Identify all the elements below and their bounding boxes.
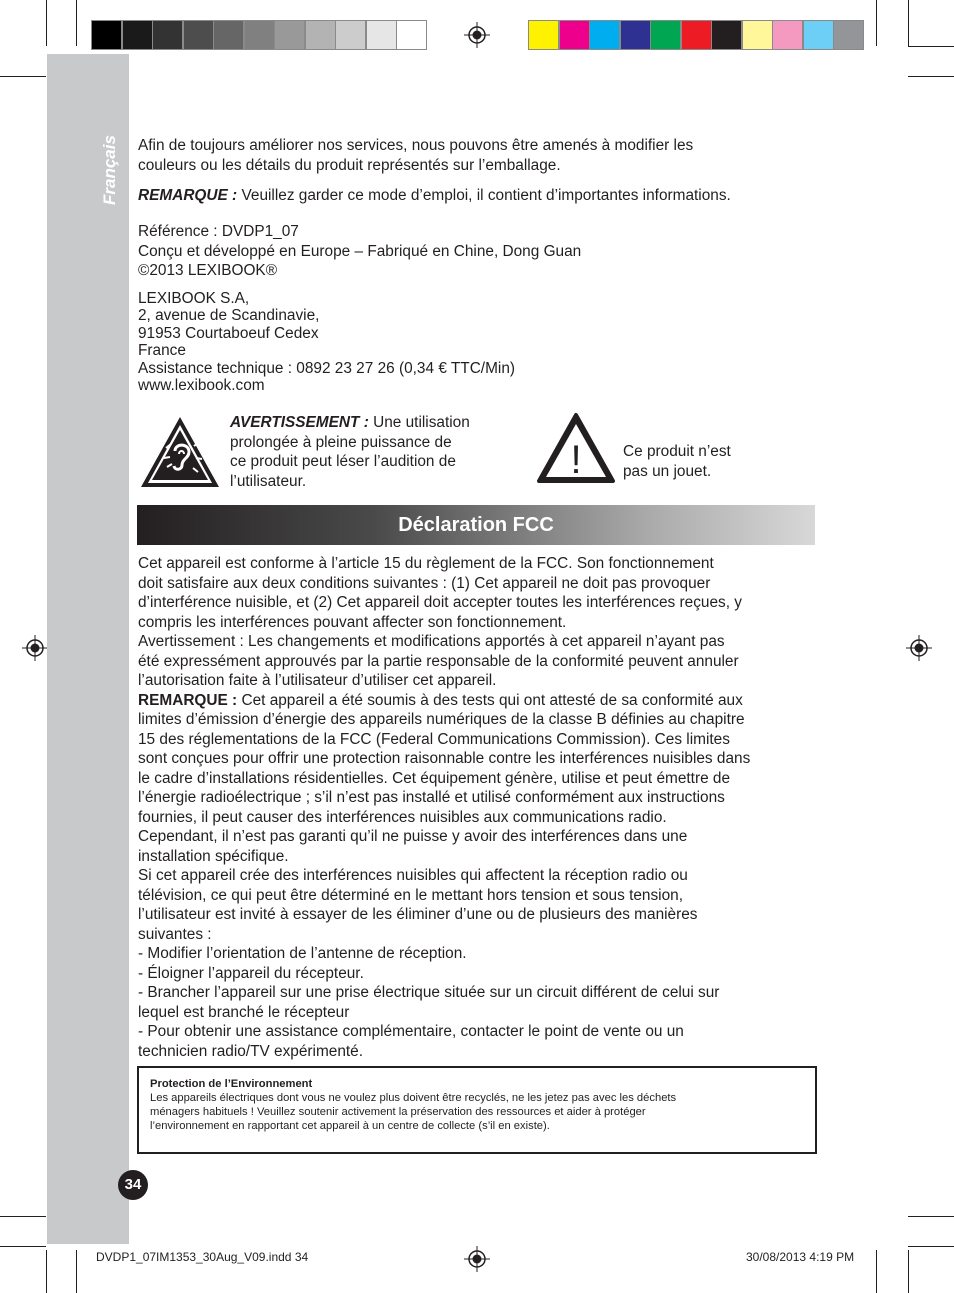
crop-mark <box>76 1250 77 1293</box>
hearing-warning-text <box>230 413 520 491</box>
registration-mark-icon <box>464 1246 490 1272</box>
support-line: Assistance technique : 0892 23 27 26 (0,34 € TTC/Min) <box>138 359 516 377</box>
crop-mark <box>0 1216 46 1217</box>
color-swatch <box>559 20 590 50</box>
fcc-remark-label: REMARQUE : <box>138 691 238 709</box>
intro-paragraph <box>138 136 818 175</box>
environment-line: l’environnement en rapportant cet appareil à un centre de collecte (s’il en existe). <box>150 1120 550 1132</box>
language-sidebar <box>47 54 129 1244</box>
not-a-toy-warning-icon <box>536 412 616 484</box>
registration-mark-icon <box>464 22 490 48</box>
intro-line: Afin de toujours améliorer nos services, nous pouvons être amenés à modifier les <box>138 137 694 154</box>
gray-swatch <box>366 20 397 50</box>
website-link[interactable]: www.lexibook.com <box>138 377 265 395</box>
registration-mark-icon <box>906 635 932 661</box>
fcc-line: - Éloigner l’appareil du récepteur. <box>138 964 364 982</box>
environment-title: Protection de l’Environnement <box>150 1078 313 1090</box>
toy-warning-line: Ce produit n’est <box>623 443 731 460</box>
fcc-remark-text: Cet appareil a été soumis à des tests qui ont attesté de sa conformité aux <box>237 691 743 709</box>
warning-text: ce produit peut léser l’audition de <box>230 453 456 470</box>
fcc-line: limites d’émission d’énergie des appareils numériques de la classe B définies au chapitre <box>138 711 745 728</box>
crop-mark <box>908 1246 954 1247</box>
warning-text: prolongée à pleine puissance de <box>230 433 452 451</box>
exclamation-mark: ! <box>570 438 582 482</box>
company-name: LEXIBOOK S.A, <box>138 290 250 307</box>
environment-line: ménagers habituels ! Veuillez soutenir activement la préservation des ressources et aider à protéger <box>150 1106 646 1118</box>
warning-text: Une utilisation <box>368 414 470 431</box>
fcc-line: le cadre d’installations résidentielles. Cet équipement génère, utilise et peut émettre de <box>138 769 731 787</box>
footer-filename: DVDP1_07IM1353_30Aug_V09.indd 34 <box>96 1250 309 1264</box>
fcc-line: Cet appareil est conforme à l’article 15 du règlement de la FCC. Son fonctionnement <box>138 555 714 572</box>
fcc-line: installation spécifique. <box>138 847 289 865</box>
fcc-line: l’énergie radioélectrique ; s’il n’est pas installé et utilisé conformément aux instructions <box>138 789 725 806</box>
intro-line: couleurs ou les détails du produit représentés sur l’emballage. <box>138 156 561 174</box>
environment-protection-box <box>137 1066 817 1154</box>
fcc-line: compris les interférences pouvant affecter son fonctionnement. <box>138 613 567 631</box>
fcc-line: d’interférence nuisible, et (2) Cet appareil doit accepter toutes les interférences reçues, y <box>138 594 742 611</box>
warning-text: l’utilisateur. <box>230 472 307 490</box>
crop-mark <box>46 0 47 46</box>
reference-block <box>138 222 818 281</box>
gray-swatch <box>213 20 244 50</box>
color-swatch <box>772 20 803 50</box>
fcc-line: - Pour obtenir une assistance complémentaire, contacter le point de vente ou un <box>138 1023 684 1040</box>
gray-swatch <box>274 20 305 50</box>
fcc-line: lequel est branché le récepteur <box>138 1003 350 1021</box>
street-line: 2, avenue de Scandinavie, <box>138 307 320 325</box>
fcc-line: suivantes : <box>138 925 212 943</box>
color-swatch <box>528 20 559 50</box>
gray-swatch <box>244 20 275 50</box>
crop-mark <box>908 1216 954 1217</box>
hearing-damage-warning-icon <box>138 414 222 490</box>
page-number-badge: 34 <box>118 1170 148 1200</box>
fcc-body <box>138 554 828 1061</box>
fcc-line: 15 des réglementations de la FCC (Federal Communications Commission). Ces limites <box>138 730 730 748</box>
color-swatch <box>589 20 620 50</box>
gray-swatch <box>305 20 336 50</box>
warning-label: AVERTISSEMENT : <box>230 414 369 431</box>
fcc-line: sont conçues pour offrir une protection raisonnable contre les interférences nuisibles dans <box>138 750 751 767</box>
country-line: France <box>138 342 186 360</box>
reference-line: Référence : DVDP1_07 <box>138 223 299 240</box>
toy-warning-line: pas un jouet. <box>623 462 712 480</box>
crop-mark <box>876 0 877 46</box>
address-block <box>138 290 818 394</box>
crop-mark <box>908 76 954 77</box>
gray-swatch <box>396 20 427 50</box>
language-tab-label: Français <box>100 135 119 205</box>
fcc-line: - Brancher l’appareil sur une prise électrique située sur un circuit différent de celui sur <box>138 984 720 1001</box>
remark-label: REMARQUE : <box>138 187 238 204</box>
city-line: 91953 Courtaboeuf Cedex <box>138 324 319 342</box>
crop-mark <box>0 1246 46 1247</box>
gray-swatch <box>91 20 122 50</box>
toy-warning-text <box>623 442 803 481</box>
fcc-line: Si cet appareil crée des interférences nuisibles qui affectent la réception radio ou <box>138 867 688 884</box>
fcc-line: doit satisfaire aux deux conditions suivantes : (1) Cet appareil ne doit pas provoquer <box>138 574 711 592</box>
environment-line: Les appareils électriques dont vous ne voulez plus doivent être recyclés, ne les jetez pas avec les déchets <box>150 1092 677 1104</box>
color-swatch <box>681 20 712 50</box>
crop-mark <box>0 76 46 77</box>
color-swatch <box>803 20 834 50</box>
gray-swatch <box>183 20 214 50</box>
crop-mark <box>46 1250 47 1293</box>
fcc-section-title: Déclaration FCC <box>398 514 554 536</box>
fcc-line: l’autorisation faite à l’utilisateur d’utiliser cet appareil. <box>138 672 497 689</box>
crop-mark <box>76 0 77 46</box>
color-swatch <box>620 20 651 50</box>
fcc-line: été expressément approuvés par la partie responsable de la conformité peuvent annuler <box>138 652 739 670</box>
color-swatch <box>742 20 773 50</box>
registration-mark-icon <box>22 635 48 661</box>
fcc-line: Cependant, il n’est pas garanti qu’il ne puisse y avoir des interférences dans une <box>138 828 688 845</box>
color-swatch <box>650 20 681 50</box>
crop-mark <box>908 1250 909 1293</box>
fcc-line: - Modifier l’orientation de l’antenne de réception. <box>138 945 467 962</box>
fcc-remark-line <box>138 691 828 711</box>
intro-remark <box>138 186 828 206</box>
designed-line: Conçu et développé en Europe – Fabriqué en Chine, Dong Guan <box>138 242 582 260</box>
gray-swatch <box>335 20 366 50</box>
color-swatch <box>711 20 742 50</box>
fcc-line: fournies, il peut causer des interférences nuisibles aux communications radio. <box>138 808 667 826</box>
color-swatch <box>833 20 864 50</box>
crop-mark <box>876 1250 877 1293</box>
fcc-line: Avertissement : Les changements et modifications apportés à cet appareil n’ayant pas <box>138 633 725 650</box>
crop-mark <box>908 46 954 47</box>
remark-text: Veuillez garder ce mode d’emploi, il contient d’importantes informations. <box>237 187 731 204</box>
gray-swatch <box>122 20 153 50</box>
fcc-line: télévision, ce qui peut être déterminé en le mettant hors tension et sous tension, <box>138 886 683 904</box>
fcc-line: l’utilisateur est invité à essayer de les éliminer d’une ou de plusieurs des manières <box>138 906 698 923</box>
crop-mark <box>908 0 909 46</box>
copyright-line: ©2013 LEXIBOOK® <box>138 262 278 279</box>
fcc-line: technicien radio/TV expérimenté. <box>138 1042 363 1060</box>
gray-swatch <box>152 20 183 50</box>
footer-date: 30/08/2013 4:19 PM <box>746 1250 855 1264</box>
